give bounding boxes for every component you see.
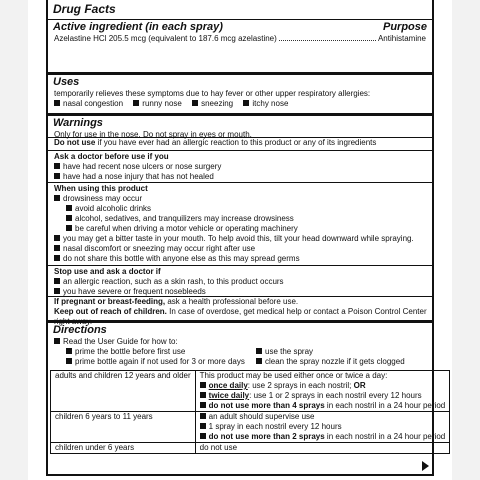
do-not-use-label: Do not use (54, 138, 96, 147)
bullet-icon (66, 358, 72, 364)
bullet-icon (54, 245, 60, 251)
bullet-icon (200, 423, 206, 429)
uses-intro: temporarily relieves these symptoms due to hay fever or other upper respiratory allergies: (54, 89, 371, 98)
table-row (51, 443, 450, 454)
bullet-icon (54, 278, 60, 284)
bullet-icon (54, 100, 60, 106)
bullet-icon (54, 235, 60, 241)
keep-out-label: Keep out of reach of children. (54, 307, 167, 316)
dose-item: do not use more than 4 sprays in each nostril in a 24 hour period (200, 401, 446, 411)
user-guide-list (48, 347, 432, 367)
when-using-subitem: be careful when driving a motor vehicle or operating machinery (48, 224, 432, 234)
active-ingredient-section (48, 19, 432, 44)
guide-item: prime bottle again if not used for 3 or more days (66, 357, 256, 367)
bullet-icon (54, 288, 60, 294)
bullet-icon (200, 392, 206, 398)
symptom-item: sneezing (192, 99, 233, 108)
active-ingredient-header: Active ingredient (in each spray) (53, 21, 223, 33)
keep-out-text-cont: right away. (54, 317, 93, 326)
bullet-icon (200, 433, 206, 439)
bullet-icon (200, 382, 206, 388)
do-not-use-text: if you have ever had an allergic reaction to this product or any of its ingredients (97, 138, 377, 147)
page-margin-right (452, 0, 480, 480)
stop-use-block (48, 265, 432, 297)
when-using-item: you may get a bitter taste in your mouth. To help avoid this, tilt your head downward while spraying. (48, 234, 432, 244)
symptom-item: runny nose (133, 99, 182, 108)
bullet-icon (256, 348, 262, 354)
dosage-table (50, 370, 450, 454)
age-cell: children under 6 years (51, 443, 196, 454)
dose-intro: This product may be used either once or twice a day: (199, 371, 388, 380)
table-row (51, 412, 450, 443)
bullet-icon (54, 338, 60, 344)
panel-title: Drug Facts (53, 2, 116, 16)
stop-use-item: you have severe or frequent nosebleeds (48, 287, 432, 297)
ingredient-text: Azelastine HCl 205.5 mcg (equivalent to 187.6 mcg azelastine) (54, 34, 277, 43)
nose-only-text: Only for use in the nose. Do not spray in eyes or mouth. (54, 130, 252, 139)
pregnancy-text: ask a health professional before use. (167, 297, 299, 306)
symptom-item: nasal congestion (54, 99, 123, 108)
continue-arrow-icon (422, 461, 429, 471)
when-using-subitem: alcohol, sedatives, and tranquilizers may increase drowsiness (48, 214, 432, 224)
purpose-text: Antihistamine (377, 34, 426, 43)
when-using-header: When using this product (54, 184, 148, 193)
page-margin-left (0, 0, 28, 480)
dose-cell (195, 371, 450, 412)
when-using-item: drowsiness may occur (48, 194, 432, 204)
age-cell: adults and children 12 years and older (51, 371, 196, 412)
ask-doctor-item: have had recent nose ulcers or nose surgery (48, 162, 432, 172)
ask-doctor-block (48, 150, 432, 182)
bullet-icon (66, 225, 72, 231)
symptom-item: itchy nose (243, 99, 288, 108)
bullet-icon (54, 173, 60, 179)
bullet-icon (66, 205, 72, 211)
guide-item: prime the bottle before first use (66, 347, 256, 357)
when-using-item: nasal discomfort or sneezing may occur right after use (48, 244, 432, 254)
dose-cell: do not use (195, 443, 450, 454)
dose-item: do not use more than 2 sprays in each nostril in a 24 hour period (200, 432, 446, 442)
do-not-use-block (48, 137, 432, 148)
dose-cell (195, 412, 450, 443)
bullet-icon (54, 163, 60, 169)
bullet-icon (256, 358, 262, 364)
directions-section (48, 320, 446, 474)
leader-dots (279, 34, 376, 41)
stop-use-header: Stop use and ask a doctor if (54, 267, 161, 276)
when-using-subitem: avoid alcoholic drinks (48, 204, 432, 214)
stop-use-item: an allergic reaction, such as a skin rash, to this product occurs (48, 277, 432, 287)
table-row (51, 371, 450, 412)
dose-item: once daily: use 2 sprays in each nostril; OR (200, 381, 446, 391)
warnings-header: Warnings (53, 117, 103, 129)
dose-item: 1 spray in each nostril every 12 hours (200, 422, 446, 432)
directions-header: Directions (53, 324, 107, 336)
bullet-icon (66, 215, 72, 221)
keep-out-text: In case of overdose, get medical help or contact a Poison Control Center (169, 307, 427, 316)
uses-header: Uses (53, 76, 80, 88)
dose-item: twice daily: use 1 or 2 sprays in each nostril every 12 hours (200, 391, 446, 401)
user-guide-intro: Read the User Guide for how to: (48, 337, 432, 347)
bullet-icon (200, 402, 206, 408)
age-cell: children 6 years to 11 years (51, 412, 196, 443)
bullet-icon (133, 100, 139, 106)
bullet-icon (200, 413, 206, 419)
bullet-icon (54, 255, 60, 261)
ask-doctor-header: Ask a doctor before use if you (54, 152, 169, 161)
dose-item: an adult should supervise use (200, 412, 446, 422)
bullet-icon (243, 100, 249, 106)
bullet-icon (66, 348, 72, 354)
guide-item: clean the spray nozzle if it gets clogged (256, 357, 405, 367)
warnings-section (48, 113, 432, 140)
ask-doctor-item: have had a nose injury that has not healed (48, 172, 432, 182)
bullet-icon (54, 195, 60, 201)
drug-facts-panel (46, 0, 446, 476)
when-using-item: do not share this bottle with anyone else as this may spread germs (48, 254, 432, 264)
when-using-block (48, 182, 432, 264)
symptom-list (48, 99, 432, 109)
guide-item: use the spray (256, 347, 405, 357)
title-section (48, 0, 432, 17)
bullet-icon (192, 100, 198, 106)
pregnancy-label: If pregnant or breast-feeding, (54, 297, 166, 306)
purpose-header: Purpose (382, 21, 427, 33)
uses-section (48, 72, 432, 109)
